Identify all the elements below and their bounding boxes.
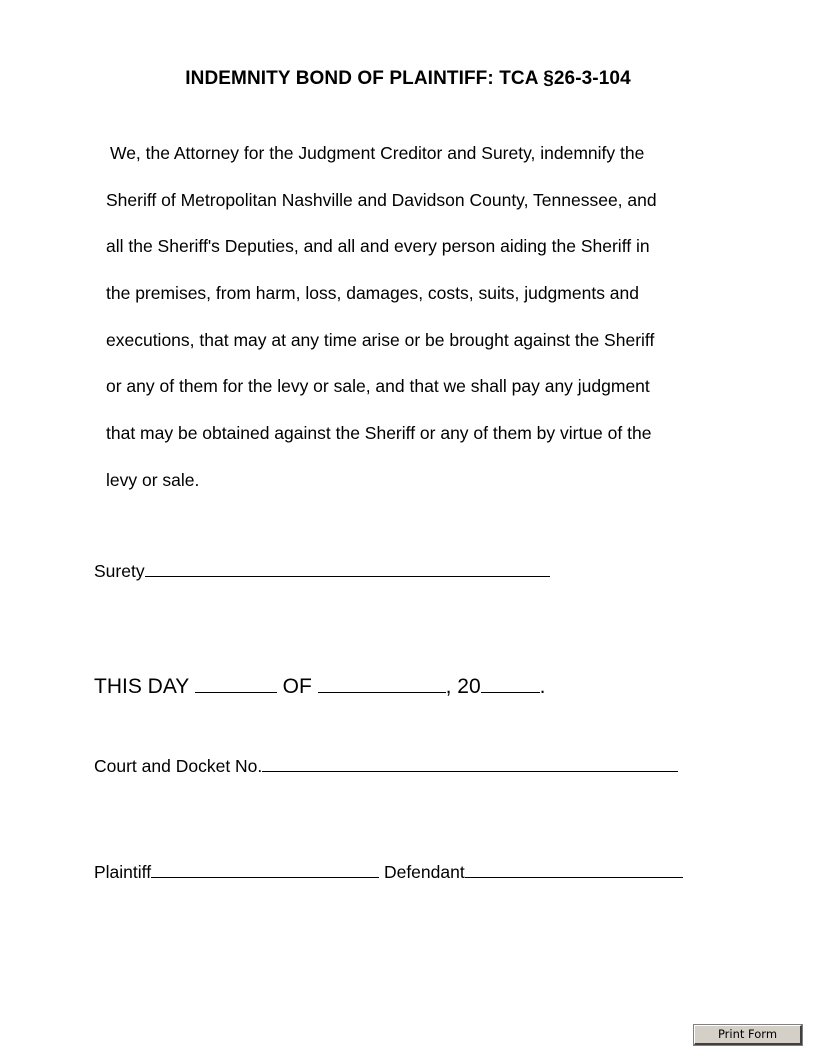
year-field[interactable] [481, 673, 540, 693]
indemnity-paragraph [106, 140, 746, 514]
defendant-label: Defendant [383, 862, 465, 882]
paragraph-line: or any of them for the levy or sale, and that we shall pay any judgment [106, 376, 650, 397]
year-suffix: . [539, 675, 546, 698]
paragraph-line: that may be obtained against the Sheriff or any of them by virtue of the [106, 423, 652, 444]
month-field[interactable] [318, 673, 446, 693]
surety-row [94, 559, 550, 582]
print-form-button[interactable]: Print Form [694, 1025, 802, 1045]
defendant-field[interactable] [465, 860, 683, 878]
this-day-label: THIS DAY [94, 675, 189, 698]
docket-row [94, 754, 678, 777]
document-title: INDEMNITY BOND OF PLAINTIFF: TCA §26-3-104 [185, 68, 631, 89]
of-label: OF [282, 675, 312, 698]
paragraph-line: executions, that may at any time arise or be brought against the Sheriff [106, 329, 655, 350]
docket-field[interactable] [262, 754, 678, 772]
paragraph-line: the premises, from harm, loss, damages, costs, suits, judgments and [106, 283, 639, 304]
day-field[interactable] [195, 673, 277, 693]
paragraph-line: Sheriff of Metropolitan Nashville and Davidson County, Tennessee, and [106, 189, 657, 210]
paragraph-line: We, the Attorney for the Judgment Creditor and Surety, indemnify the [110, 143, 645, 163]
year-prefix: , 20 [445, 675, 481, 698]
plaintiff-field[interactable] [151, 860, 379, 878]
docket-label: Court and Docket No. [94, 756, 263, 776]
paragraph-line: levy or sale. [106, 469, 200, 490]
surety-label: Surety [94, 561, 145, 581]
parties-row [94, 860, 683, 883]
plaintiff-label: Plaintiff [94, 862, 152, 882]
surety-signature-line[interactable] [145, 559, 550, 577]
paragraph-line: all the Sheriff's Deputies, and all and every person aiding the Sheriff in [106, 236, 650, 257]
date-row [94, 673, 546, 699]
